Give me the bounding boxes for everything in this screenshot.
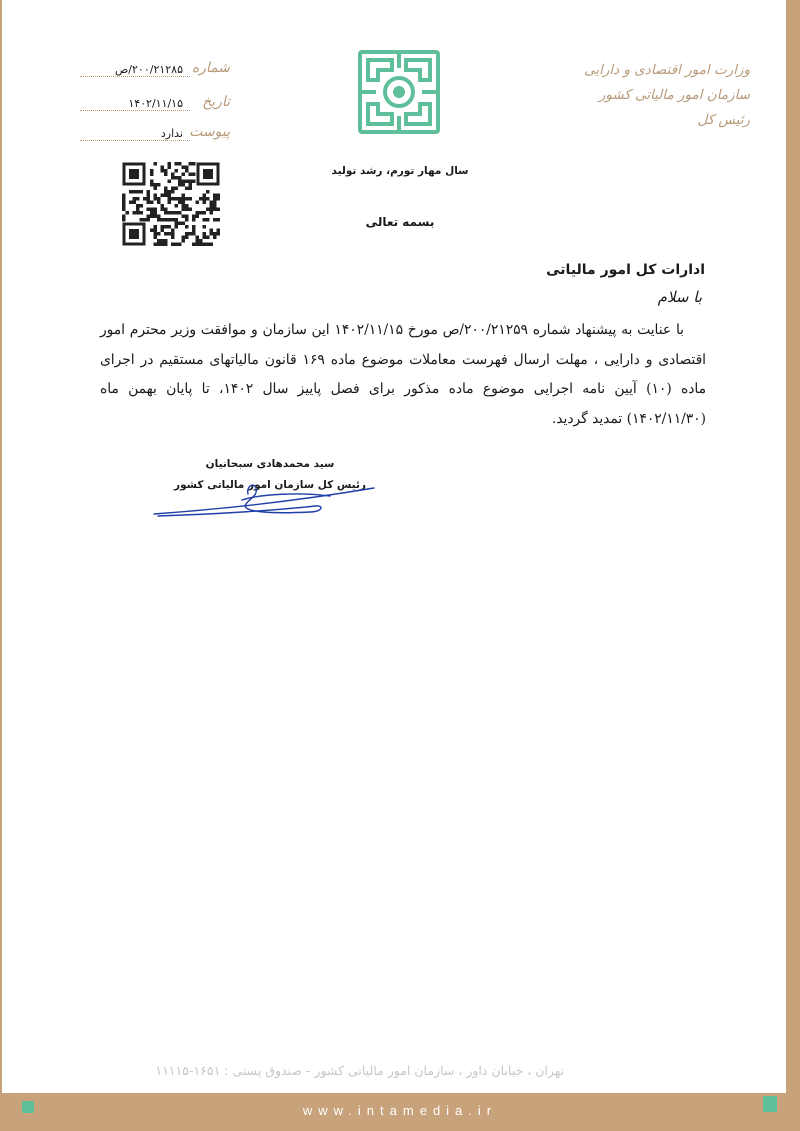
qr-code-icon[interactable] [122, 162, 220, 246]
head-title-line: رئیس کل [697, 112, 750, 128]
signatory-name: سید محمدهادی سبحانیان [205, 458, 335, 470]
dotted-line [80, 76, 190, 77]
letter-date-label: تاریخ [202, 94, 230, 110]
dotted-line [80, 140, 190, 141]
letter-date-value: ۱۴۰۲/۱۱/۱۵ [125, 97, 186, 110]
footer-address: تهران ، خیابان داور ، سازمان امور مالیاتی کشور - صندوق پستی : ۱۶۵۱-۱۱۱۱۵ [155, 1063, 564, 1078]
attachment-label: پیوست [189, 124, 230, 140]
footer-website[interactable]: www.intamedia.ir [302, 1103, 498, 1118]
page-border-left [0, 0, 2, 1131]
ministry-line: وزارت امور اقتصادی و دارایی [584, 62, 750, 78]
handwritten-signature [150, 470, 380, 520]
salutation: با سلام [657, 288, 702, 306]
organization-line: سازمان امور مالیاتی کشور [598, 87, 750, 103]
attachment-row [80, 124, 230, 144]
letter-number-value: ۲۰۰/۲۱۲۸۵/ص [112, 63, 186, 76]
tax-organization-emblem-icon [356, 48, 442, 136]
ministry-heading [550, 58, 750, 133]
page-border-right [786, 0, 800, 1131]
letter-number-label: شماره [191, 60, 230, 76]
footer-square-left [22, 1101, 34, 1113]
dotted-line [80, 110, 190, 111]
bismillah: بسمه تعالی [365, 215, 435, 229]
letter-body-text: با عنایت به پیشنهاد شماره ۲۰۰/۲۱۲۵۹/ص مورخ ۱۴۰۲/۱۱/۱۵ این سازمان و موافقت وزیر محترم امور اقتصادی و دارایی ، مهلت ارسال فهرست معاملات موضوع ماده ۱۶۹ قانون مالیاتهای مستقیم در اجرای ماده (۱۰) آیین نامه اجرایی موضوع ماده مذکور برای فصل پاییز سال ۱۴۰۲، تا پایان بهمن ماه (۱۴۰۲/۱۱/۳۰) تمدید گردید. [100, 322, 707, 427]
year-slogan: سال مهار تورم، رشد تولید [331, 165, 469, 177]
attachment-value: ندارد [158, 127, 186, 140]
letter-date-row [80, 94, 230, 114]
footer-band [0, 1093, 800, 1131]
recipient: ادارات کل امور مالیاتی [546, 262, 705, 278]
footer-square-right [763, 1096, 777, 1112]
letter-number-row [80, 60, 230, 80]
letter-body [100, 316, 706, 434]
signatory-title: رئیس کل سازمان امور مالیاتی کشور [174, 479, 366, 491]
